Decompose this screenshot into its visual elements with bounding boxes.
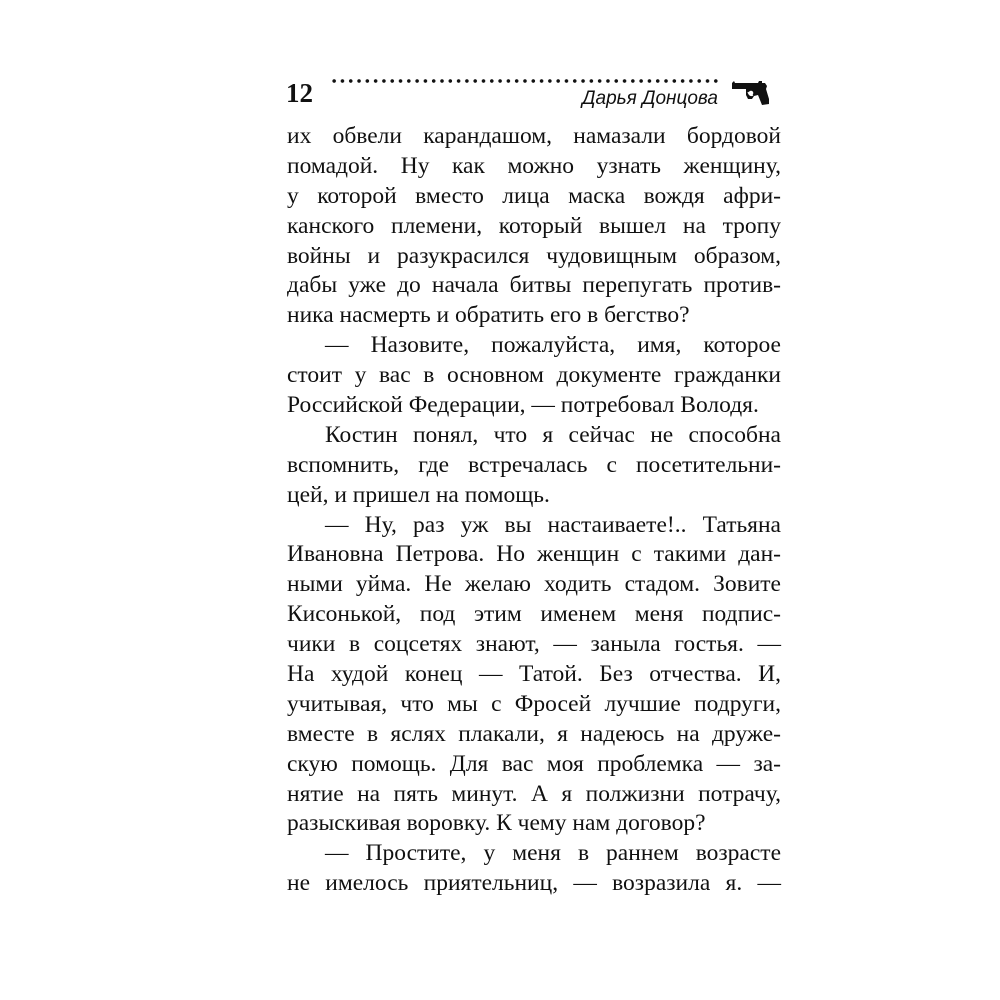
text-line: скую помощь. Для вас моя проблемка — за- bbox=[287, 750, 781, 777]
text-line: — Назовите, пожалуйста, имя, которое bbox=[325, 332, 781, 359]
dotted-rule bbox=[330, 76, 718, 86]
running-head-author: Дарья Донцова bbox=[582, 88, 718, 109]
revolver-icon bbox=[731, 80, 771, 106]
text-line: цей, и пришел на помощь. bbox=[287, 481, 550, 508]
text-line: На худой конец — Татой. Без отчества. И, bbox=[287, 661, 781, 688]
text-line: нятие на пять минут. А я полжизни потрачу, bbox=[287, 780, 781, 807]
text-line: канского племени, который вышел на тропу bbox=[287, 212, 781, 239]
text-line: ника насмерть и обратить его в бегство? bbox=[287, 302, 690, 329]
text-line: войны и разукрасился чудовищным образом, bbox=[287, 242, 781, 269]
text-line: вспомнить, где встречалась с посетительни- bbox=[287, 451, 781, 478]
text-line: — Простите, у меня в раннем возрасте bbox=[325, 840, 781, 867]
text-line: Костин понял, что я сейчас не способна bbox=[325, 421, 781, 448]
text-line: учитывая, что мы с Фросей лучшие подруги, bbox=[287, 690, 781, 717]
body-text bbox=[287, 122, 781, 899]
text-line: разыскивая воровку. К чему нам договор? bbox=[287, 810, 706, 837]
text-line: помадой. Ну как можно узнать женщину, bbox=[287, 152, 781, 179]
text-line: ными уйма. Не желаю ходить стадом. Зовите bbox=[287, 571, 781, 598]
page-number: 12 bbox=[286, 78, 313, 108]
text-line: Кисонькой, под этим именем меня подпис- bbox=[287, 601, 781, 628]
text-line: стоит у вас в основном документе гражданки bbox=[287, 362, 781, 389]
text-line: их обвели карандашом, намазали бордовой bbox=[287, 123, 781, 149]
text-line: не имелось приятельниц, — возразила я. — bbox=[287, 870, 781, 897]
text-line: Российской Федерации, — потребовал Володя. bbox=[287, 392, 759, 419]
text-line: чики в соцсетях знают, — заныла гостья. — bbox=[287, 631, 781, 658]
text-line: — Ну, раз уж вы настаиваете!.. Татьяна bbox=[325, 511, 781, 538]
text-line: у которой вместо лица маска вождя афри- bbox=[287, 182, 781, 209]
text-line: Ивановна Петрова. Но женщин с такими дан- bbox=[287, 541, 781, 568]
text-line: дабы уже до начала битвы перепугать против- bbox=[287, 272, 781, 299]
text-line: вместе в яслях плакали, я надеюсь на друже- bbox=[287, 720, 781, 747]
